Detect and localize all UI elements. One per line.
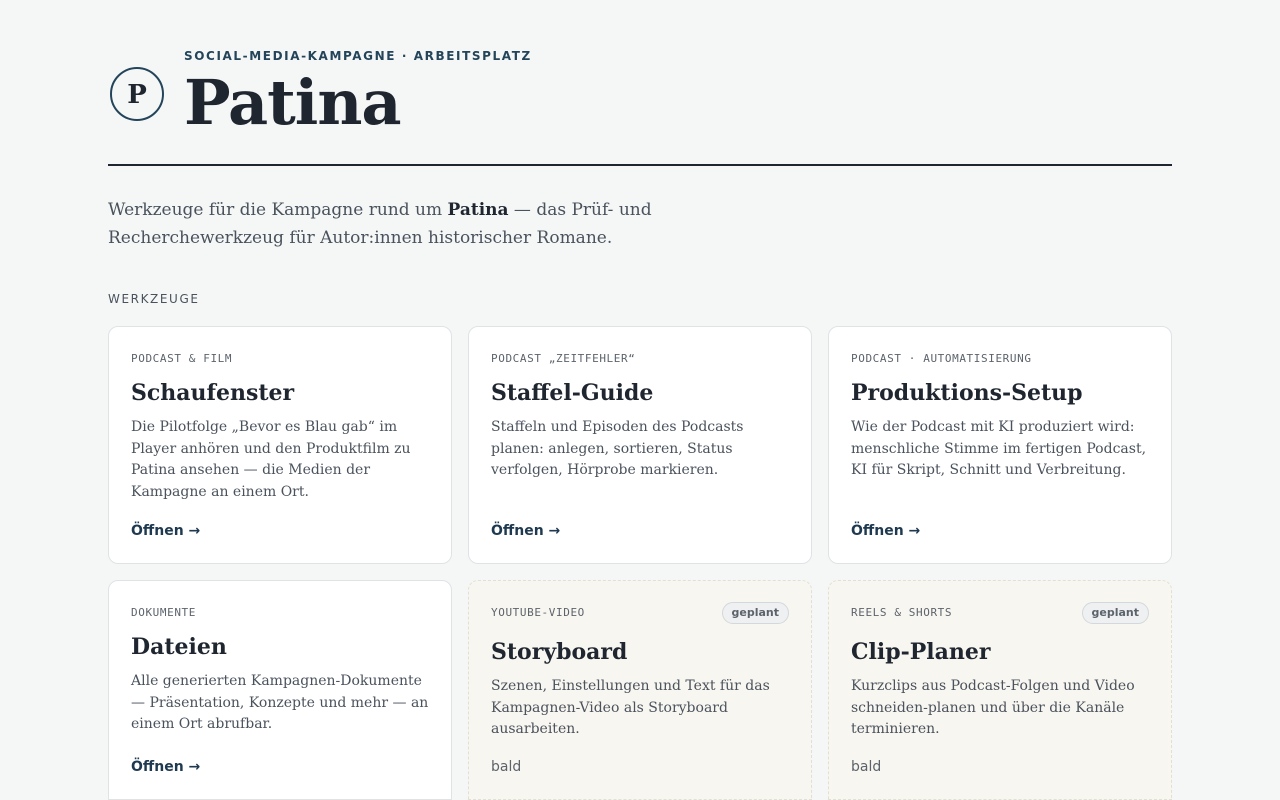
card-title: Clip-Planer <box>851 639 991 665</box>
card-dateien[interactable] <box>108 580 452 800</box>
card-kicker: PODCAST & FILM <box>131 352 233 365</box>
card-title: Schaufenster <box>131 380 295 406</box>
open-produktions-setup-link[interactable]: Öffnen → <box>851 523 921 539</box>
intro-highlight: Patina <box>447 200 509 220</box>
page-header <box>108 0 1172 166</box>
status-badge: geplant <box>1082 602 1150 624</box>
intro-after: — das Prüf- und Recherchewerkzeug für Autor:innen historischer Romane. <box>108 200 652 248</box>
card-title: Dateien <box>131 634 227 660</box>
intro-text <box>108 196 808 252</box>
status-badge: geplant <box>722 602 790 624</box>
card-kicker: PODCAST „ZEITFEHLER“ <box>491 352 636 365</box>
page-title: Patina <box>184 66 401 139</box>
card-kicker: REELS & SHORTS <box>851 606 953 619</box>
section-label-tools: WERKZEUGE <box>108 292 200 306</box>
open-dateien-link[interactable]: Öffnen → <box>131 759 201 775</box>
card-status-soon: bald <box>851 759 882 775</box>
header-eyebrow: SOCIAL-MEDIA-KAMPAGNE · ARBEITSPLATZ <box>184 49 532 63</box>
card-description: Kurzclips aus Podcast-Folgen und Video schneiden-planen und über die Kanäle terminieren. <box>851 678 1135 737</box>
card-clip-planer <box>828 580 1172 800</box>
open-staffel-guide-link[interactable]: Öffnen → <box>491 523 561 539</box>
card-kicker: YOUTUBE-VIDEO <box>491 606 585 619</box>
card-description: Alle generierten Kampagnen-Dokumente — Präsentation, Konzepte und mehr — an einem Ort abrufbar. <box>131 673 429 732</box>
patina-logo: P <box>110 67 164 121</box>
card-title: Staffel-Guide <box>491 380 654 406</box>
card-description: Wie der Podcast mit KI produziert wird: menschliche Stimme im fertigen Podcast, KI für Skript, Schnitt und Verbreitung. <box>851 419 1147 478</box>
open-schaufenster-link[interactable]: Öffnen → <box>131 523 201 539</box>
card-kicker: PODCAST · AUTOMATISIERUNG <box>851 352 1032 365</box>
card-kicker: DOKUMENTE <box>131 606 197 619</box>
workspace-page <box>108 0 1172 306</box>
card-description: Die Pilotfolge „Bevor es Blau gab“ im Player anhören und den Produktfilm zu Patina ansehen — die Medien der Kampagne an einem Ort. <box>131 419 411 500</box>
card-description: Szenen, Einstellungen und Text für das Kampagnen-Video als Storyboard ausarbeiten. <box>491 678 770 737</box>
card-storyboard <box>468 580 812 800</box>
intro-before: Werkzeuge für die Kampagne rund um <box>108 200 448 220</box>
card-status-soon: bald <box>491 759 522 775</box>
card-title: Storyboard <box>491 639 628 665</box>
card-schaufenster[interactable] <box>108 326 452 564</box>
card-produktions-setup[interactable] <box>828 326 1172 564</box>
card-staffel-guide[interactable] <box>468 326 812 564</box>
card-description: Staffeln und Episoden des Podcasts planen: anlegen, sortieren, Status verfolgen, Hörprobe markieren. <box>491 419 744 478</box>
card-title: Produktions-Setup <box>851 380 1083 406</box>
